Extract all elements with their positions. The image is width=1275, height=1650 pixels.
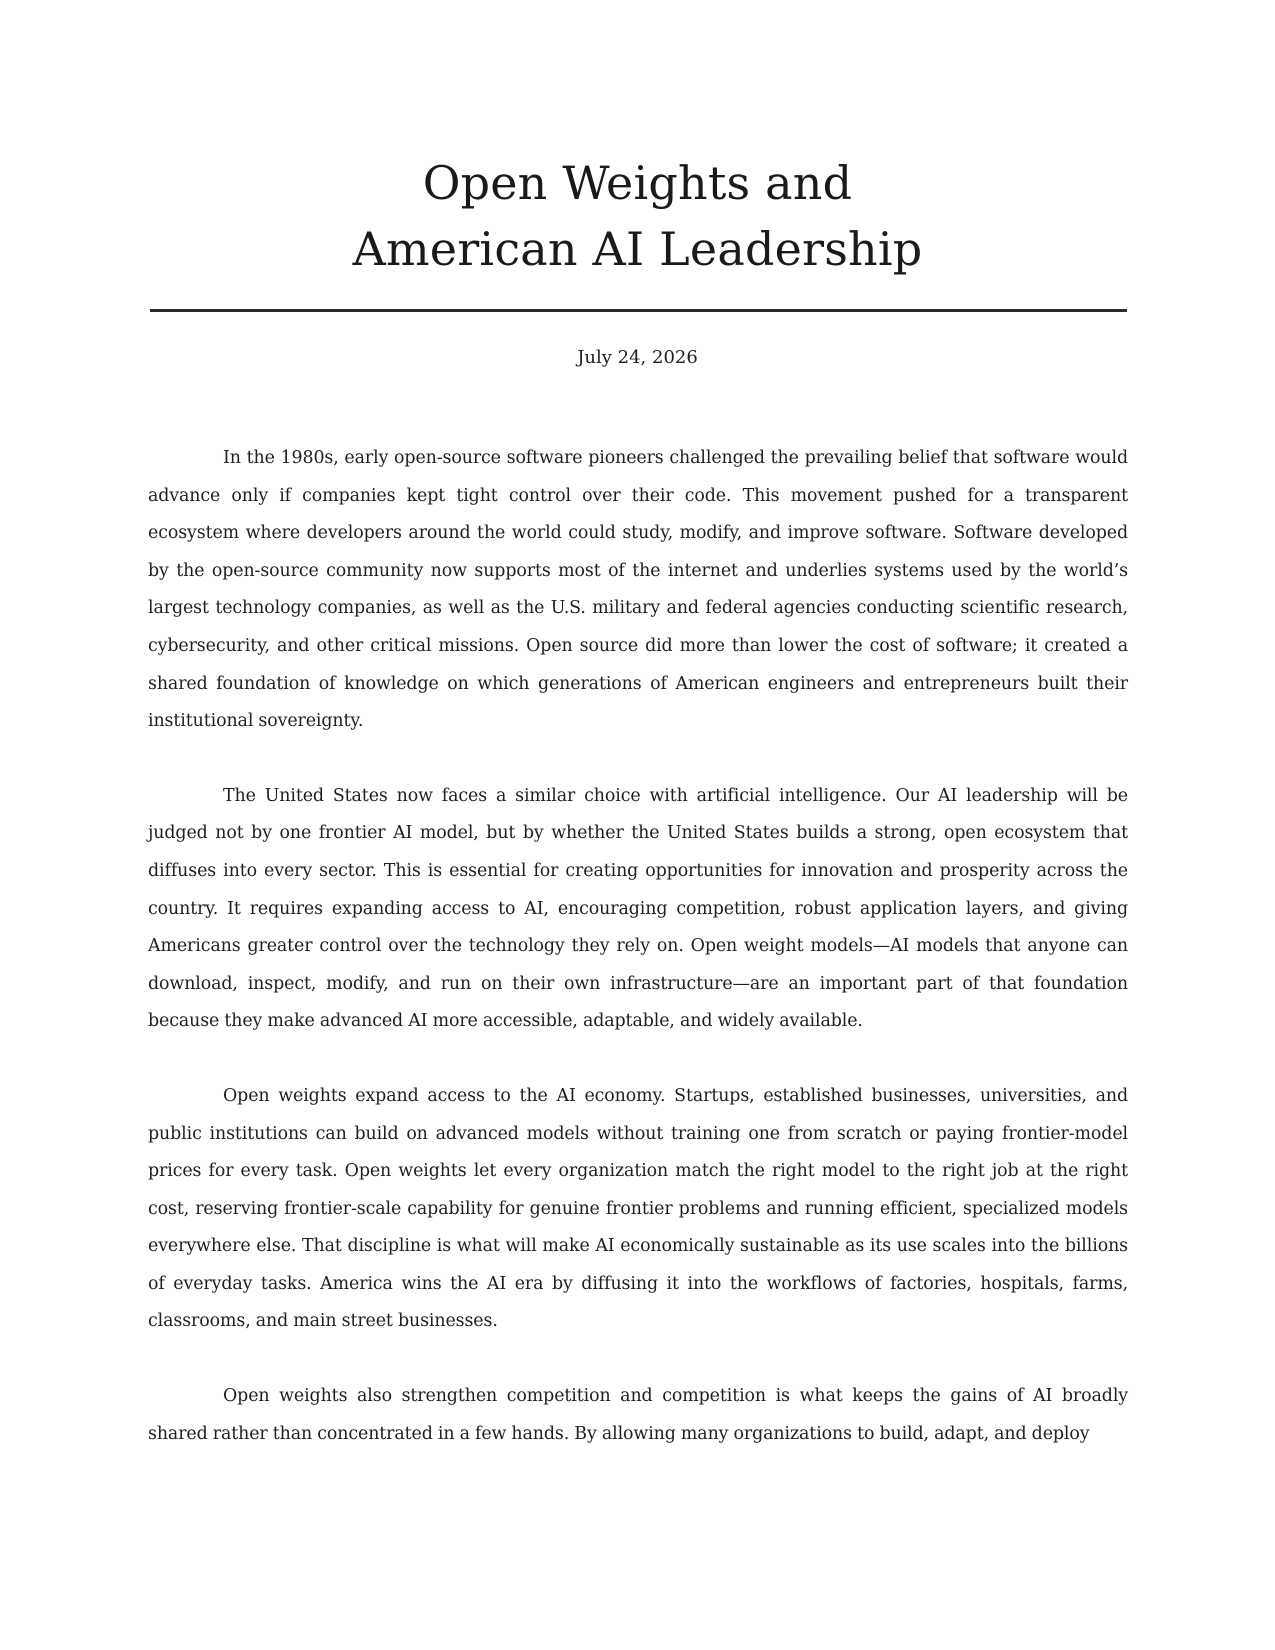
paragraph-1: In the 1980s, early open-source software pioneers challenged the prevailing belief that software would advance only if companies kept tight control over their code. This movement pushed for a transparent ecosystem where developers around the world could study, modify, and improve software. Software developed by the open-source community now supports most of the internet and underlies systems used by the world’s largest technology companies, as well as the U.S. military and federal agencies conducting scientific research, cybersecurity, and other critical missions. Open source did more than lower the cost of software; it created a shared foundation of knowledge on which generations of American engineers and entrepreneurs built their institutional sovereignty.: [148, 448, 1128, 732]
paragraph-2: The United States now faces a similar choice with artificial intelligence. Our AI leadership will be judged not by one frontier AI model, but by whether the United States builds a strong, open ecosystem that diffuses into every sector. This is essential for creating opportunities for innovation and prosperity across the country. It requires expanding access to AI, encouraging competition, robust application layers, and giving Americans greater control over the technology they rely on. Open weight models—AI models that anyone can download, inspect, modify, and run on their own infrastructure—are an important part of that foundation because they make advanced AI more accessible, adaptable, and widely available.: [148, 785, 1128, 1032]
document-title: [148, 150, 1127, 282]
title-divider: [150, 309, 1127, 312]
document-title-line-1: Open Weights and: [422, 156, 853, 210]
paragraph-3: Open weights expand access to the AI economy. Startups, established businesses, universities, and public institutions can build on advanced models without training one from scratch or paying frontier-model prices for every task. Open weights let every organization match the right model to the right job at the right cost, reserving frontier-scale capability for genuine frontier problems and running efficient, specialized models everywhere else. That discipline is what will make AI economically sustainable as its use scales into the billions of everyday tasks. America wins the AI era by diffusing it into the workflows of factories, hospitals, farms, classrooms, and main street businesses.: [148, 1085, 1128, 1332]
document-date: July 24, 2026: [577, 347, 698, 368]
paragraph-4: Open weights also strengthen competition and competition is what keeps the gains of AI broadly shared rather than concentrated in a few hands. By allowing many organizations to build, adapt, and deploy: [148, 1386, 1128, 1444]
document-title-line-2: American AI Leadership: [352, 222, 923, 276]
document-body: [148, 440, 1128, 1490]
